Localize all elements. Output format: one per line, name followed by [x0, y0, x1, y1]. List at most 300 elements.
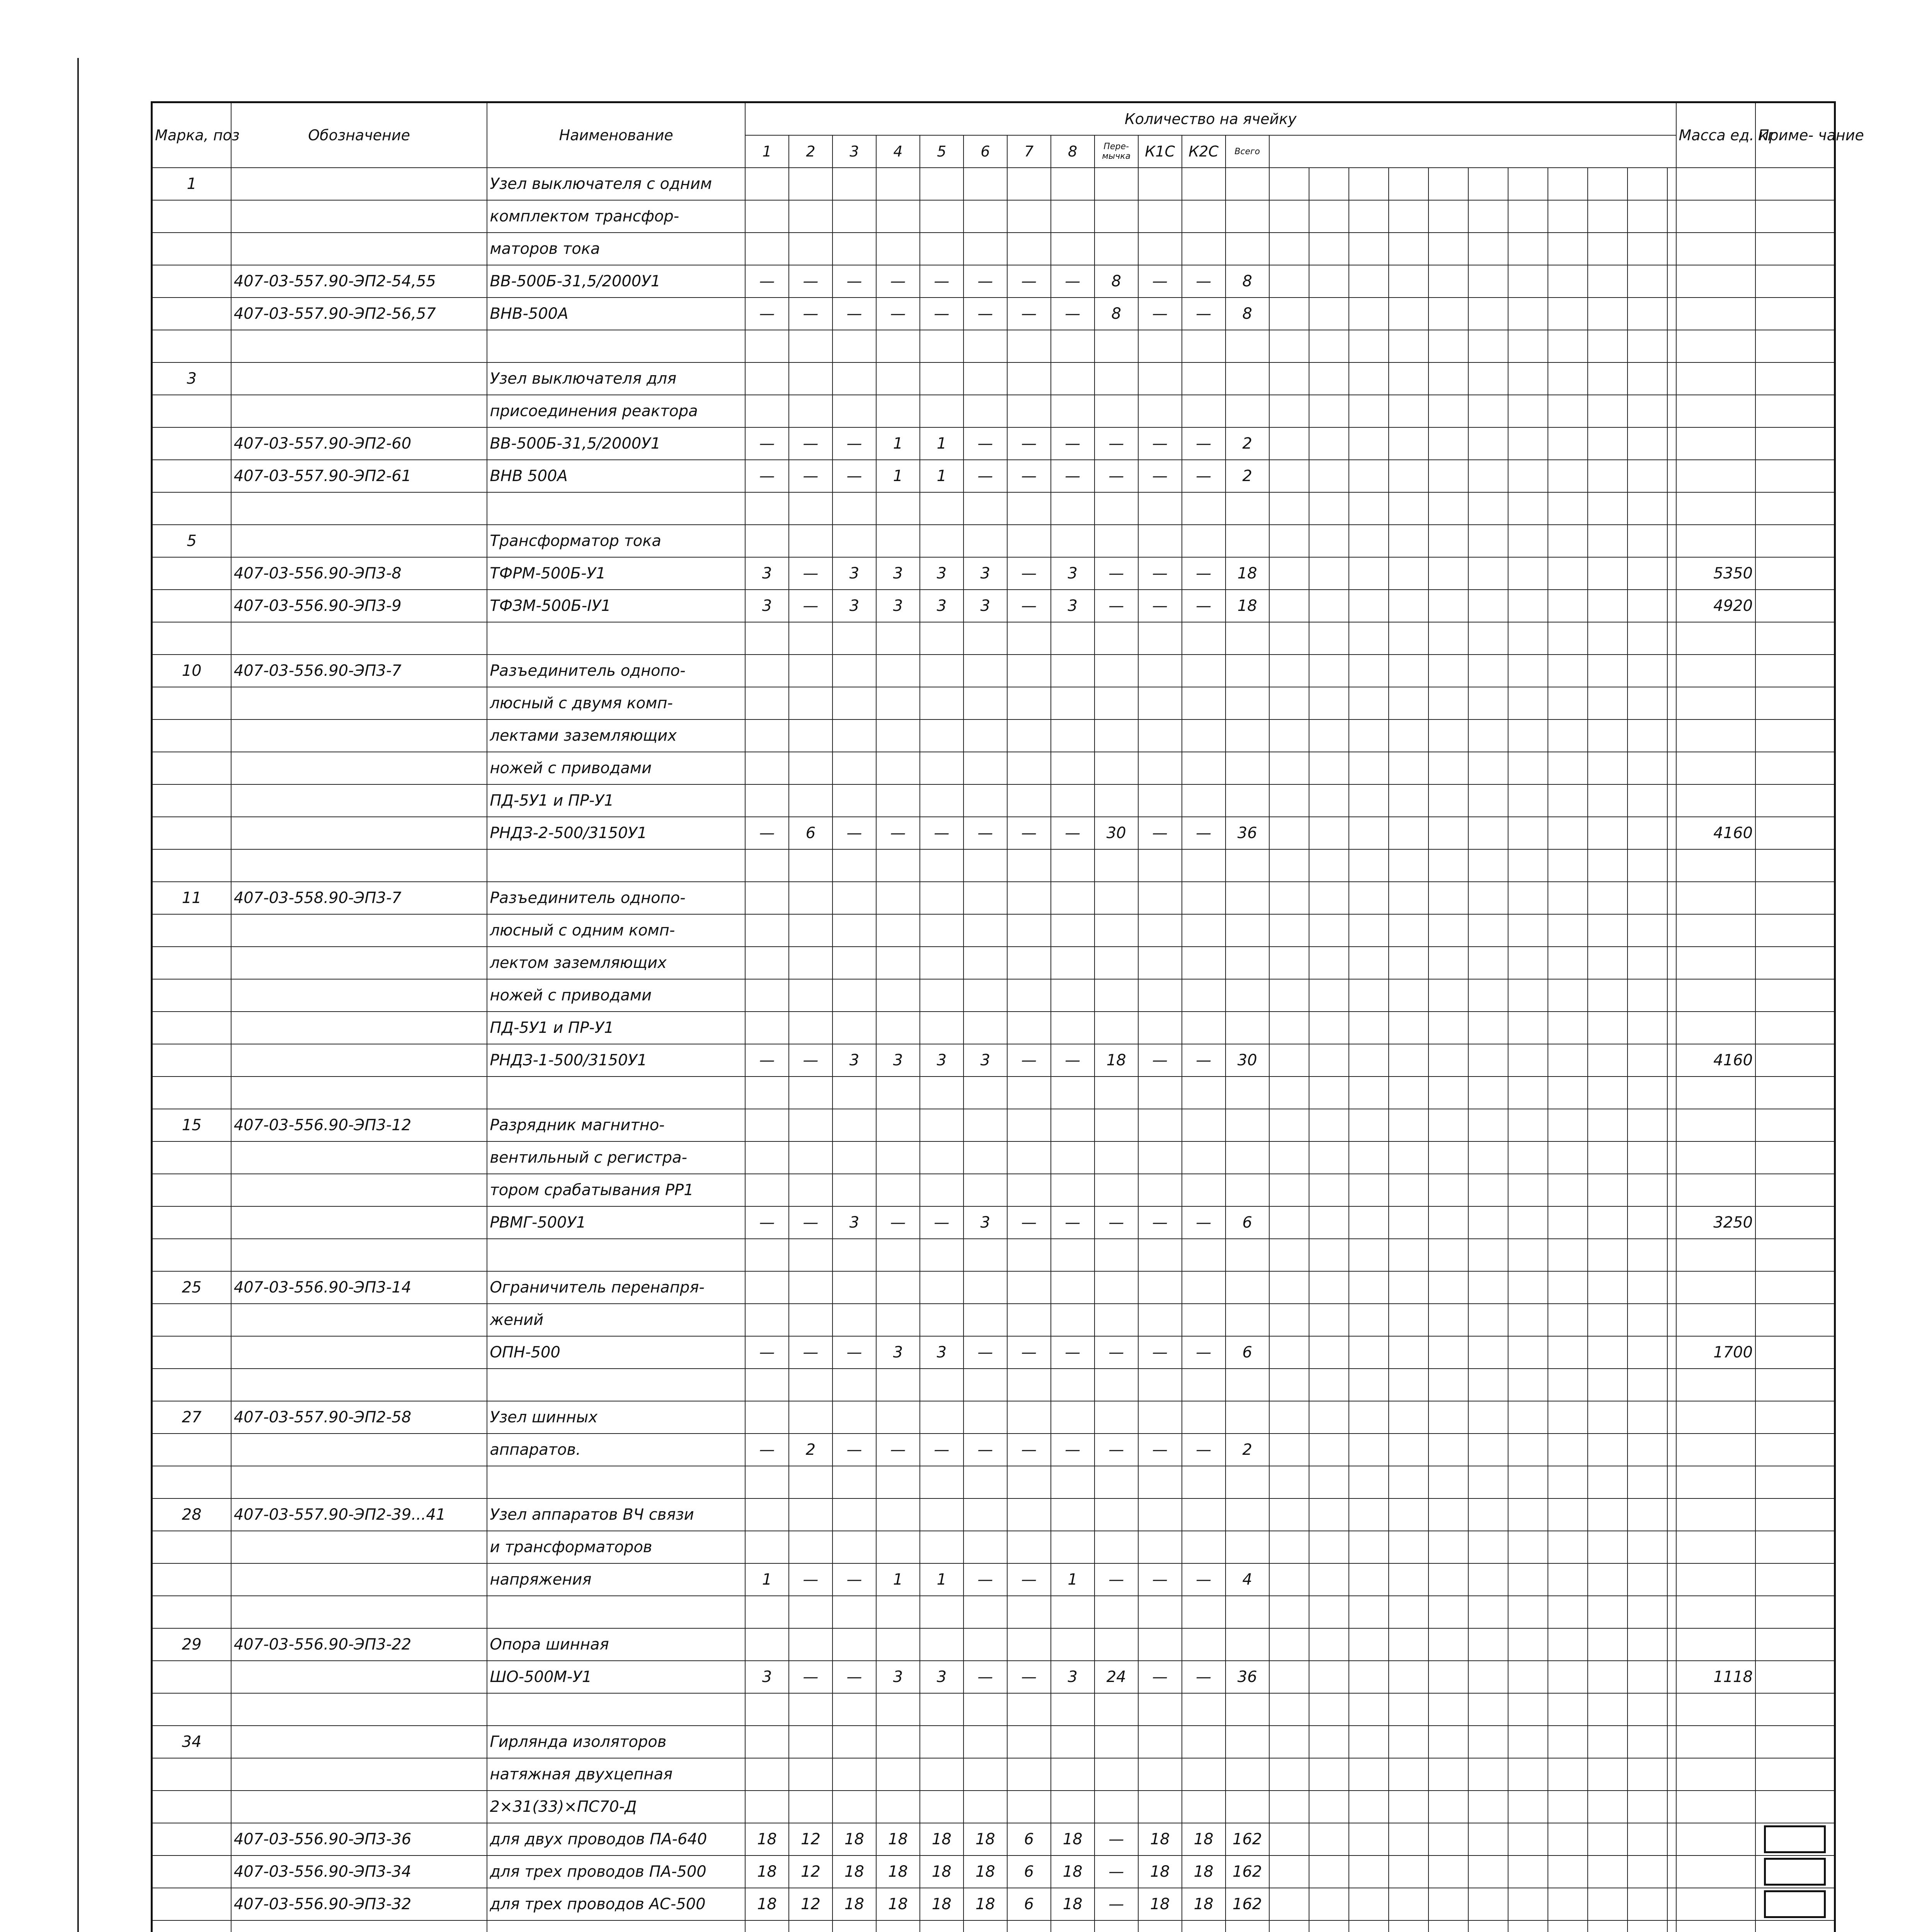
- quantity-cell: [1051, 1791, 1095, 1823]
- col-cell-header: К1С: [1138, 135, 1182, 168]
- table-row: [152, 1141, 1835, 1174]
- spare-cell: [1269, 1758, 1676, 1791]
- quantity-cell: [1138, 1920, 1182, 1932]
- quantity-cell: [876, 525, 920, 557]
- mass-cell: [1676, 1174, 1755, 1206]
- table-row: [152, 622, 1835, 655]
- quantity-cell: [1226, 1141, 1269, 1174]
- spare-cell: [1269, 1336, 1676, 1369]
- quantity-cell: [1051, 492, 1095, 525]
- quantity-cell: [833, 1012, 876, 1044]
- mark-cell: 5: [152, 525, 231, 557]
- mark-cell: [152, 622, 231, 655]
- quantity-cell: [745, 1531, 789, 1563]
- quantity-cell: 3: [876, 557, 920, 590]
- table-row: [152, 492, 1835, 525]
- quantity-cell: [1051, 1304, 1095, 1336]
- note-cell: [1755, 525, 1835, 557]
- quantity-cell: [1095, 395, 1138, 427]
- quantity-cell: [1007, 784, 1051, 817]
- quantity-cell: [1051, 1174, 1095, 1206]
- col-cell-header: 3: [833, 135, 876, 168]
- quantity-cell: [833, 492, 876, 525]
- quantity-cell: [1051, 330, 1095, 362]
- quantity-cell: 1: [920, 427, 964, 460]
- quantity-cell: [1138, 1304, 1182, 1336]
- note-cell: [1755, 1855, 1835, 1888]
- quantity-cell: —: [1182, 1206, 1226, 1239]
- quantity-cell: [1007, 1141, 1051, 1174]
- quantity-cell: [745, 1596, 789, 1628]
- mass-cell: [1676, 1920, 1755, 1932]
- name-cell: напряжения: [487, 1563, 745, 1596]
- note-cell: [1755, 914, 1835, 947]
- quantity-cell: [789, 719, 833, 752]
- quantity-cell: —: [1007, 427, 1051, 460]
- quantity-cell: 12: [789, 1823, 833, 1855]
- quantity-cell: [1182, 752, 1226, 784]
- name-cell: [487, 492, 745, 525]
- quantity-cell: —: [1007, 460, 1051, 492]
- col-cell-header: К2С: [1182, 135, 1226, 168]
- quantity-cell: 18: [1182, 1855, 1226, 1888]
- quantity-cell: [920, 1304, 964, 1336]
- mark-cell: [152, 330, 231, 362]
- table-row: [152, 1304, 1835, 1336]
- mass-cell: [1676, 265, 1755, 298]
- quantity-cell: [1226, 1109, 1269, 1141]
- name-cell: Узел аппаратов ВЧ связи: [487, 1498, 745, 1531]
- quantity-cell: [876, 1141, 920, 1174]
- quantity-cell: 3: [920, 557, 964, 590]
- quantity-cell: —: [1095, 1336, 1138, 1369]
- quantity-cell: [789, 1239, 833, 1271]
- quantity-cell: [920, 233, 964, 265]
- mass-cell: [1676, 1109, 1755, 1141]
- quantity-cell: [920, 1693, 964, 1726]
- quantity-cell: [1051, 1109, 1095, 1141]
- quantity-cell: [833, 1920, 876, 1932]
- quantity-cell: [876, 1726, 920, 1758]
- quantity-cell: [1095, 362, 1138, 395]
- mass-cell: [1676, 1791, 1755, 1823]
- name-cell: Разрядник магнитно-: [487, 1109, 745, 1141]
- quantity-cell: [745, 719, 789, 752]
- quantity-cell: [1226, 525, 1269, 557]
- quantity-cell: [745, 687, 789, 719]
- mark-cell: [152, 492, 231, 525]
- mark-cell: [152, 947, 231, 979]
- mass-cell: [1676, 168, 1755, 200]
- quantity-cell: [833, 1498, 876, 1531]
- spare-cell: [1269, 1823, 1676, 1855]
- quantity-cell: [745, 1369, 789, 1401]
- quantity-cell: [1182, 1628, 1226, 1661]
- quantity-cell: 3: [920, 1661, 964, 1693]
- designation-cell: [231, 1563, 487, 1596]
- quantity-cell: [833, 655, 876, 687]
- quantity-cell: [1007, 752, 1051, 784]
- quantity-cell: [1007, 882, 1051, 914]
- quantity-cell: [1182, 1141, 1226, 1174]
- quantity-cell: [1007, 1498, 1051, 1531]
- mark-cell: [152, 1758, 231, 1791]
- name-cell: лектом заземляющих: [487, 947, 745, 979]
- quantity-cell: [1226, 1401, 1269, 1434]
- mark-cell: [152, 1012, 231, 1044]
- quantity-cell: —: [1182, 1661, 1226, 1693]
- quantity-cell: [1051, 752, 1095, 784]
- quantity-cell: [789, 1758, 833, 1791]
- quantity-cell: —: [1095, 1855, 1138, 1888]
- quantity-cell: —: [789, 1661, 833, 1693]
- table-row: [152, 1888, 1835, 1920]
- quantity-cell: [920, 1920, 964, 1932]
- table-row: [152, 1369, 1835, 1401]
- quantity-cell: [833, 784, 876, 817]
- quantity-cell: 3: [964, 590, 1007, 622]
- quantity-cell: —: [833, 265, 876, 298]
- quantity-cell: [1051, 947, 1095, 979]
- table-row: [152, 1563, 1835, 1596]
- quantity-cell: —: [833, 427, 876, 460]
- mass-cell: [1676, 362, 1755, 395]
- quantity-cell: [1095, 1012, 1138, 1044]
- mark-cell: [152, 1596, 231, 1628]
- mass-cell: [1676, 1596, 1755, 1628]
- quantity-cell: [1095, 1304, 1138, 1336]
- quantity-cell: 3: [876, 1044, 920, 1077]
- designation-cell: [231, 687, 487, 719]
- quantity-cell: [745, 1141, 789, 1174]
- quantity-cell: [833, 1628, 876, 1661]
- designation-cell: [231, 849, 487, 882]
- name-cell: тором срабатывания РР1: [487, 1174, 745, 1206]
- quantity-cell: [1051, 1369, 1095, 1401]
- quantity-cell: [1226, 1693, 1269, 1726]
- spare-cell: [1269, 655, 1676, 687]
- table-row: [152, 1628, 1835, 1661]
- quantity-cell: [745, 1920, 789, 1932]
- designation-cell: [231, 1758, 487, 1791]
- quantity-cell: [1182, 1920, 1226, 1932]
- spare-cell: [1269, 1498, 1676, 1531]
- quantity-cell: 2: [1226, 460, 1269, 492]
- quantity-cell: [1138, 1012, 1182, 1044]
- quantity-cell: —: [1051, 1434, 1095, 1466]
- name-cell: [487, 1693, 745, 1726]
- quantity-cell: [1095, 1726, 1138, 1758]
- quantity-cell: [920, 882, 964, 914]
- quantity-cell: 1: [1051, 1563, 1095, 1596]
- table-row: [152, 1077, 1835, 1109]
- mass-cell: 4160: [1676, 817, 1755, 849]
- mass-cell: [1676, 979, 1755, 1012]
- quantity-cell: 6: [1226, 1336, 1269, 1369]
- note-cell: [1755, 1920, 1835, 1932]
- mass-cell: [1676, 1434, 1755, 1466]
- designation-cell: 407-03-556.90-ЭП3-12: [231, 1109, 487, 1141]
- quantity-cell: [964, 395, 1007, 427]
- quantity-cell: [876, 1077, 920, 1109]
- quantity-cell: —: [1182, 1044, 1226, 1077]
- quantity-cell: [1007, 1239, 1051, 1271]
- mass-cell: 5350: [1676, 557, 1755, 590]
- quantity-cell: [1138, 655, 1182, 687]
- quantity-cell: [1182, 882, 1226, 914]
- table-row: [152, 1855, 1835, 1888]
- name-cell: люсный с двумя комп-: [487, 687, 745, 719]
- quantity-cell: [1138, 1109, 1182, 1141]
- quantity-cell: 4: [1226, 1563, 1269, 1596]
- name-cell: Разъединитель однопо-: [487, 882, 745, 914]
- quantity-cell: [920, 1466, 964, 1498]
- quantity-cell: —: [920, 298, 964, 330]
- note-cell: [1755, 752, 1835, 784]
- quantity-cell: [1138, 1791, 1182, 1823]
- quantity-cell: [876, 849, 920, 882]
- designation-cell: [231, 1141, 487, 1174]
- quantity-cell: [964, 168, 1007, 200]
- spare-cell: [1269, 849, 1676, 882]
- quantity-cell: [920, 168, 964, 200]
- quantity-cell: [964, 1726, 1007, 1758]
- quantity-cell: [1182, 1109, 1226, 1141]
- quantity-cell: [964, 914, 1007, 947]
- col-name-header: Наименование: [487, 102, 745, 168]
- quantity-cell: [1226, 719, 1269, 752]
- quantity-cell: [833, 1466, 876, 1498]
- spare-cell: [1269, 914, 1676, 947]
- quantity-cell: [964, 1271, 1007, 1304]
- quantity-cell: [789, 1628, 833, 1661]
- designation-cell: [231, 784, 487, 817]
- quantity-cell: [1095, 200, 1138, 233]
- quantity-cell: [745, 1498, 789, 1531]
- quantity-cell: 8: [1095, 298, 1138, 330]
- note-cell: [1755, 1044, 1835, 1077]
- spare-cell: [1269, 168, 1676, 200]
- quantity-cell: —: [745, 1434, 789, 1466]
- quantity-cell: 18: [1051, 1823, 1095, 1855]
- name-cell: Разъединитель однопо-: [487, 655, 745, 687]
- mark-cell: [152, 265, 231, 298]
- quantity-cell: [789, 1271, 833, 1304]
- quantity-cell: [964, 1758, 1007, 1791]
- quantity-cell: [1051, 362, 1095, 395]
- quantity-cell: [1182, 914, 1226, 947]
- quantity-cell: [1095, 492, 1138, 525]
- mass-cell: [1676, 1369, 1755, 1401]
- quantity-cell: 3: [876, 590, 920, 622]
- name-cell: [487, 1920, 745, 1932]
- quantity-cell: [1226, 979, 1269, 1012]
- quantity-cell: [833, 1141, 876, 1174]
- quantity-cell: [1226, 233, 1269, 265]
- quantity-cell: —: [745, 1206, 789, 1239]
- quantity-cell: [1138, 947, 1182, 979]
- quantity-cell: [964, 882, 1007, 914]
- spare-cell: [1269, 1434, 1676, 1466]
- quantity-cell: [876, 330, 920, 362]
- mark-cell: 1: [152, 168, 231, 200]
- quantity-cell: [1138, 1596, 1182, 1628]
- quantity-cell: —: [1051, 427, 1095, 460]
- quantity-cell: [789, 1531, 833, 1563]
- mass-cell: [1676, 784, 1755, 817]
- quantity-cell: [789, 655, 833, 687]
- quantity-cell: [745, 979, 789, 1012]
- quantity-cell: [745, 1174, 789, 1206]
- mark-cell: 10: [152, 655, 231, 687]
- quantity-cell: 3: [1051, 590, 1095, 622]
- quantity-cell: [833, 622, 876, 655]
- note-cell: [1755, 233, 1835, 265]
- quantity-cell: [745, 1628, 789, 1661]
- designation-cell: 407-03-557.90-ЭП2-61: [231, 460, 487, 492]
- quantity-cell: 3: [964, 557, 1007, 590]
- quantity-cell: [876, 1109, 920, 1141]
- quantity-cell: [745, 655, 789, 687]
- quantity-cell: —: [1051, 817, 1095, 849]
- quantity-cell: 162: [1226, 1823, 1269, 1855]
- quantity-cell: [1226, 882, 1269, 914]
- quantity-cell: [964, 525, 1007, 557]
- spare-cell: [1269, 1109, 1676, 1141]
- mass-cell: [1676, 492, 1755, 525]
- note-cell: [1755, 817, 1835, 849]
- quantity-cell: [1226, 1077, 1269, 1109]
- quantity-cell: [1095, 1693, 1138, 1726]
- note-cell: [1755, 1369, 1835, 1401]
- quantity-cell: —: [876, 817, 920, 849]
- quantity-cell: [1007, 330, 1051, 362]
- spare-cell: [1269, 1077, 1676, 1109]
- quantity-cell: [745, 1693, 789, 1726]
- quantity-cell: [920, 1174, 964, 1206]
- note-cell: [1755, 1434, 1835, 1466]
- mark-cell: 11: [152, 882, 231, 914]
- quantity-cell: [1007, 947, 1051, 979]
- mass-cell: [1676, 1726, 1755, 1758]
- mass-cell: [1676, 1077, 1755, 1109]
- designation-cell: [231, 1531, 487, 1563]
- quantity-cell: [1226, 1369, 1269, 1401]
- quantity-cell: [1226, 947, 1269, 979]
- table-row: [152, 1109, 1835, 1141]
- quantity-cell: [1095, 1498, 1138, 1531]
- mark-cell: [152, 1174, 231, 1206]
- quantity-cell: —: [789, 557, 833, 590]
- name-cell: Опора шинная: [487, 1628, 745, 1661]
- quantity-cell: [1138, 1628, 1182, 1661]
- quantity-cell: [920, 687, 964, 719]
- note-box: [1764, 1890, 1826, 1918]
- table-row: [152, 1498, 1835, 1531]
- quantity-cell: [1051, 914, 1095, 947]
- quantity-cell: [1007, 1466, 1051, 1498]
- quantity-cell: [745, 1109, 789, 1141]
- quantity-cell: [964, 1791, 1007, 1823]
- spare-cell: [1269, 687, 1676, 719]
- quantity-cell: —: [1051, 1044, 1095, 1077]
- name-cell: РВМГ-500У1: [487, 1206, 745, 1239]
- quantity-cell: [789, 1693, 833, 1726]
- quantity-cell: —: [789, 1206, 833, 1239]
- quantity-cell: —: [745, 460, 789, 492]
- designation-cell: [231, 1044, 487, 1077]
- quantity-cell: 18: [920, 1888, 964, 1920]
- quantity-cell: —: [1138, 298, 1182, 330]
- quantity-cell: 18: [745, 1888, 789, 1920]
- quantity-cell: [920, 1758, 964, 1791]
- mark-cell: [152, 1141, 231, 1174]
- quantity-cell: [1226, 492, 1269, 525]
- note-cell: [1755, 298, 1835, 330]
- spare-cell: [1269, 1141, 1676, 1174]
- quantity-cell: —: [1051, 265, 1095, 298]
- designation-cell: [231, 1336, 487, 1369]
- quantity-cell: [1007, 1304, 1051, 1336]
- quantity-cell: [1182, 1304, 1226, 1336]
- quantity-cell: [920, 622, 964, 655]
- name-cell: ШО-500М-У1: [487, 1661, 745, 1693]
- quantity-cell: 18: [745, 1855, 789, 1888]
- spare-cell: [1269, 752, 1676, 784]
- mark-cell: 3: [152, 362, 231, 395]
- spare-cell: [1269, 1369, 1676, 1401]
- quantity-cell: [964, 979, 1007, 1012]
- quantity-cell: [1182, 168, 1226, 200]
- quantity-cell: [789, 1141, 833, 1174]
- quantity-cell: [1138, 979, 1182, 1012]
- quantity-cell: [876, 1628, 920, 1661]
- quantity-cell: [1051, 1758, 1095, 1791]
- note-cell: [1755, 1693, 1835, 1726]
- name-cell: для двух проводов ПА-640: [487, 1823, 745, 1855]
- quantity-cell: [1182, 979, 1226, 1012]
- quantity-cell: [964, 752, 1007, 784]
- mark-cell: [152, 1693, 231, 1726]
- mark-cell: [152, 1531, 231, 1563]
- designation-cell: 407-03-557.90-ЭП2-54,55: [231, 265, 487, 298]
- table-row: [152, 362, 1835, 395]
- quantity-cell: [1007, 233, 1051, 265]
- mark-cell: [152, 979, 231, 1012]
- quantity-cell: 6: [789, 817, 833, 849]
- quantity-cell: [1095, 1596, 1138, 1628]
- quantity-cell: —: [1138, 265, 1182, 298]
- quantity-cell: [876, 1498, 920, 1531]
- spare-cell: [1269, 362, 1676, 395]
- quantity-cell: [876, 233, 920, 265]
- quantity-cell: [876, 1304, 920, 1336]
- quantity-cell: [1138, 1758, 1182, 1791]
- quantity-cell: 8: [1226, 298, 1269, 330]
- quantity-cell: [1138, 330, 1182, 362]
- quantity-cell: —: [1095, 460, 1138, 492]
- quantity-cell: 18: [1051, 1855, 1095, 1888]
- quantity-cell: —: [1138, 1661, 1182, 1693]
- spare-cell: [1269, 1628, 1676, 1661]
- quantity-cell: 3: [745, 590, 789, 622]
- quantity-cell: [1051, 1401, 1095, 1434]
- table-row: [152, 817, 1835, 849]
- quantity-cell: 18: [833, 1823, 876, 1855]
- quantity-cell: [1226, 752, 1269, 784]
- quantity-cell: [1051, 687, 1095, 719]
- spare-cell: [1269, 1791, 1676, 1823]
